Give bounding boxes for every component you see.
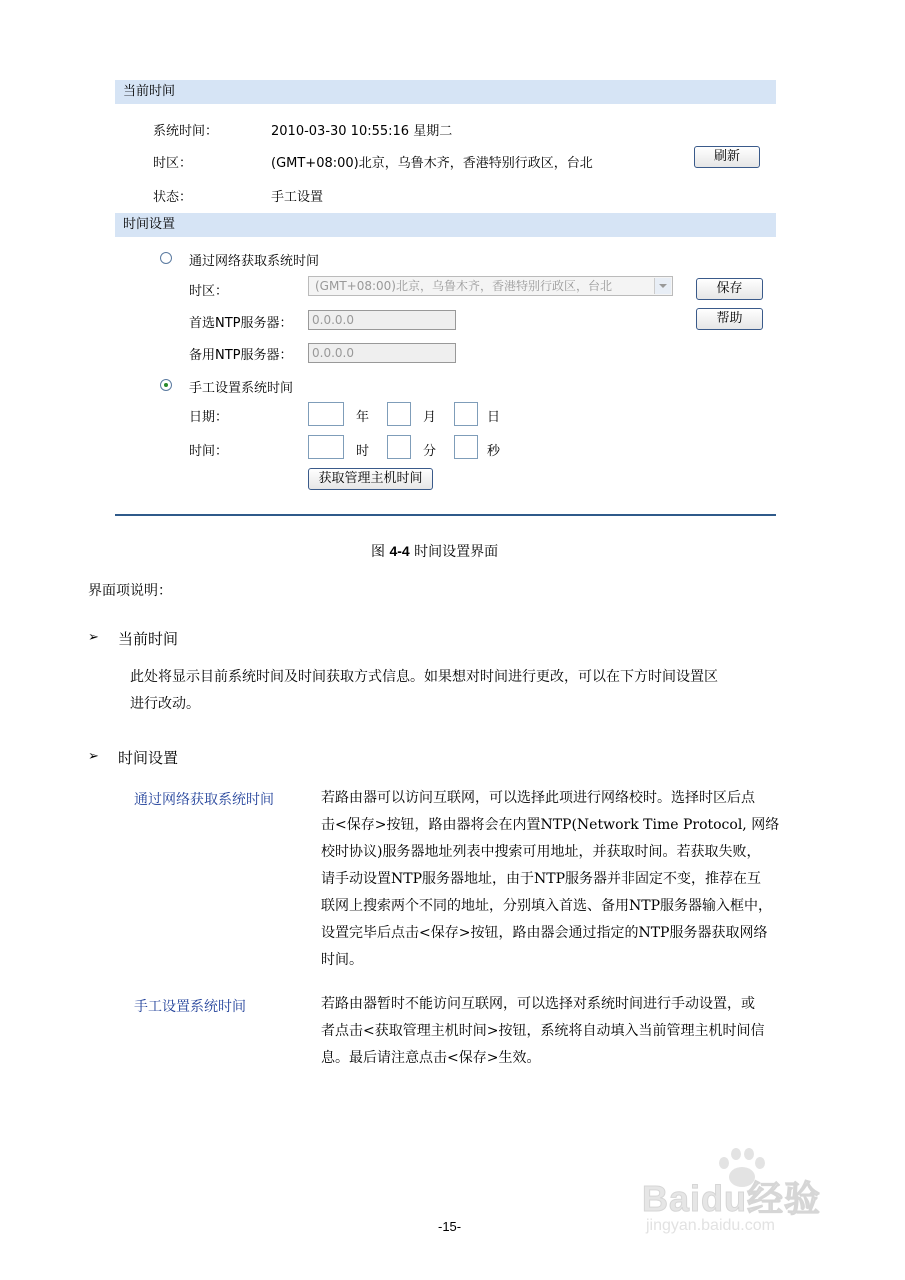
save-button[interactable]: 保存 — [696, 278, 763, 300]
minute-unit: 分 — [423, 444, 437, 459]
figure-caption-number: 4-4 — [389, 543, 410, 559]
get-host-time-button[interactable]: 获取管理主机时间 — [308, 468, 433, 490]
item1-line: 若路由器可以访问互联网，可以选择此项进行网络校时。选择时区后点 — [321, 790, 755, 806]
section1-line: 进行改动。 — [130, 696, 200, 712]
item2-line: 若路由器暂时不能访问互联网，可以选择对系统时间进行手动设置，或 — [321, 996, 755, 1012]
section1-line: 此处将显示目前系统时间及时间获取方式信息。如果想对时间进行更改，可以在下方时间设置区 — [130, 669, 718, 685]
timezone-select-value: (GMT+08:00)北京，乌鲁木齐，香港特别行政区，台北 — [315, 279, 612, 293]
item2-term: 手工设置系统时间 — [134, 999, 246, 1015]
primary-ntp-input[interactable]: 0.0.0.0 — [308, 310, 456, 330]
help-button[interactable]: 帮助 — [696, 308, 763, 330]
chevron-down-icon — [654, 278, 671, 294]
item2-description — [321, 991, 813, 1072]
figure-caption — [371, 541, 498, 561]
time-label: 时间： — [189, 444, 229, 459]
secondary-ntp-label: 备用NTP服务器： — [189, 348, 293, 363]
timezone-select[interactable] — [308, 276, 673, 296]
hour-unit: 时 — [356, 444, 370, 459]
section2-bullet: ➢ — [88, 749, 99, 764]
watermark-brand: Baidu经验 — [642, 1178, 822, 1219]
time-settings-panel — [115, 80, 776, 517]
section1-body — [130, 664, 718, 718]
item1-line: 请手动设置NTP服务器地址，由于NTP服务器并非固定不变，推荐在互 — [321, 871, 762, 887]
timezone-value: (GMT+08:00)北京，乌鲁木齐，香港特别行政区，台北 — [271, 156, 593, 171]
second-unit: 秒 — [487, 444, 501, 459]
watermark-url: jingyan.baidu.com — [646, 1217, 775, 1234]
day-input[interactable] — [454, 402, 478, 426]
page-number: -15- — [438, 1219, 462, 1234]
section1-title: 当前时间 — [118, 630, 179, 648]
section-header-current-time: 当前时间 — [115, 80, 776, 104]
year-input[interactable] — [308, 402, 344, 426]
month-unit: 月 — [423, 410, 437, 425]
item1-description — [321, 785, 813, 974]
item2-line: 者点击<获取管理主机时间>按钮，系统将自动填入当前管理主机时间信 — [321, 1023, 765, 1039]
primary-ntp-label: 首选NTP服务器： — [189, 316, 293, 331]
ntp-timezone-label: 时区： — [189, 284, 229, 299]
panel-bottom-divider — [115, 514, 776, 516]
item1-line: 设置完毕后点击<保存>按钮，路由器会通过指定的NTP服务器获取网络 — [321, 925, 768, 941]
secondary-ntp-input[interactable]: 0.0.0.0 — [308, 343, 456, 363]
day-unit: 日 — [487, 410, 501, 425]
hour-input[interactable] — [308, 435, 344, 459]
item1-line: 校时协议)服务器地址列表中搜索可用地址，并获取时间。若获取失败， — [321, 844, 761, 860]
item1-term: 通过网络获取系统时间 — [134, 792, 274, 808]
system-time-label: 系统时间： — [153, 124, 219, 139]
item1-line: 击<保存>按钮，路由器将会在内置NTP(Network Time Protocol, 网络 — [321, 817, 780, 833]
item1-line: 联网上搜索两个不同的地址，分别填入首选、备用NTP服务器输入框中， — [321, 898, 773, 914]
item1-line: 时间。 — [321, 952, 363, 968]
intro-text: 界面项说明： — [88, 583, 172, 599]
date-label: 日期： — [189, 410, 229, 425]
figure-caption-prefix: 图 — [371, 544, 385, 560]
section1-bullet: ➢ — [88, 630, 99, 645]
figure-caption-text: 时间设置界面 — [414, 544, 499, 560]
second-input[interactable] — [454, 435, 478, 459]
refresh-button[interactable]: 刷新 — [694, 146, 760, 168]
month-input[interactable] — [387, 402, 411, 426]
manual-time-option-label: 手工设置系统时间 — [189, 381, 294, 396]
timezone-label: 时区： — [153, 156, 193, 171]
minute-input[interactable] — [387, 435, 411, 459]
baidu-watermark — [642, 1145, 862, 1245]
network-time-option-label: 通过网络获取系统时间 — [189, 254, 320, 269]
system-time-value: 2010-03-30 10:55:16 星期二 — [271, 124, 453, 139]
year-unit: 年 — [356, 410, 370, 425]
section2-title: 时间设置 — [118, 749, 179, 767]
section-header-time-settings: 时间设置 — [115, 213, 776, 237]
status-label: 状态： — [153, 190, 193, 205]
item2-line: 息。最后请注意点击<保存>生效。 — [321, 1050, 541, 1066]
network-time-radio[interactable] — [160, 252, 172, 264]
status-value: 手工设置 — [271, 190, 324, 205]
manual-time-radio[interactable] — [160, 379, 172, 391]
